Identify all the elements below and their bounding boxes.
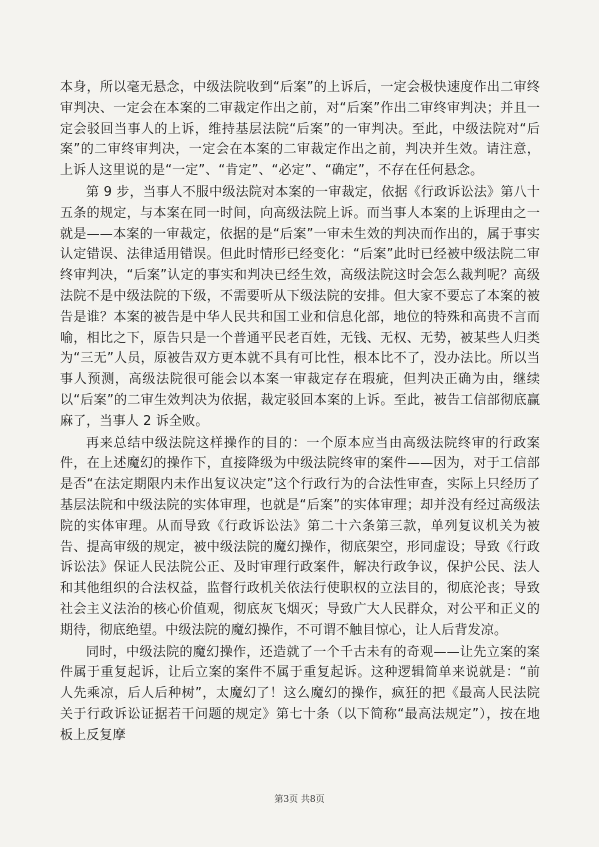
- paragraph-1: 本身，所以毫无悬念，中级法院收到“后案”的上诉后，一定会极快速度作出二审终审判决、一定会在本案的二审裁定作出之前，对“后案”作出二审终审判决；并且一定会驳回当事人的上诉，维持基层法院“后案”的一审判决。至此，中级法院对“后案”的二审终审判决，一定会在本案的二审裁定作出之前，判决并生效。请注意，上诉人这里说的是“一定”、“肯定”、“必定”、“确定”，不存在任何悬念。: [60, 80, 540, 179]
- paragraph-3: 再来总结中级法院这样操作的目的：一个原本应当由高级法院终审的行政案件，在上述魔幻的操作下，直接降级为中级法院终审的案件——因为，对于工信部是否“在法定期限内未作出复议决定”这个行政行为的合法性审查，实际上只经历了基层法院和中级法院的实体审理，也就是“后案”的实体审理；却并没有经过高级法院的实体审理。从而导致《行政诉讼法》第二十六条第三款，单列复议机关为被告、提高审级的规定，被中级法院的魔幻操作，彻底架空，形同虚设；导致《行政诉讼法》保证人民法院公正、及时审理行政案件，解决行政争议，保护公民、法人和其他组织的合法权益，监督行政机关依法行使职权的立法目的，彻底沦丧；导致社会主义法治的核心价值观，彻底灰飞烟灭；导致广大人民群众，对公平和正义的期待，彻底绝望。中级法院的魔幻操作，不可谓不触目惊心，让人后背发凉。: [60, 435, 540, 638]
- paragraph-2: 第 9 步，当事人不服中级法院对本案的一审裁定，依据《行政诉讼法》第八十五条的规定，与本案在同一时间，向高级法院上诉。而当事人本案的上诉理由之一就是——本案的一审裁定，依据的是“后案”一审未生效的判决而作出的，属于事实认定错误、法律适用错误。但此时情形已经变化：“后案”此时已经被中级法院二审终审判决，“后案”认定的事实和判决已经生效，高级法院这时会怎么裁判呢？高级法院不是中级法院的下级，不需要听从下级法院的安排。但大家不要忘了本案的被告是谁？本案的被告是中华人民共和国工业和信息化部，地位的特殊和高贵不言而喻，相比之下，原告只是一个普通平民老百姓，无钱、无权、无势，被某些人归类为“三无”人员，原被告双方更本就不具有可比性，根本比不了，没办法比。所以当事人预测，高级法院很可能会以本案一审裁定存在瑕疵，但判决正确为由，继续以“后案”的二审生效判决为依据，裁定驳回本案的上诉。至此，被告工信部彻底赢麻了，当事人 2 诉全败。: [60, 184, 540, 429]
- paragraph-4: 同时，中级法院的魔幻操作，还造就了一个千古未有的奇观——让先立案的案件属于重复起诉，让后立案的案件不属于重复起诉。这种逻辑简单来说就是：“前人先乘凉，后人后种树”，太魔幻了！这么魔幻的操作，疯狂的把《最高人民法院关于行政诉讼证据若干问题的规定》第七十条（以下简称“最高法规定”），按在地板上反复摩: [60, 644, 540, 743]
- page-number: 第3页 共8页: [274, 795, 325, 805]
- document-body: [60, 78, 540, 747]
